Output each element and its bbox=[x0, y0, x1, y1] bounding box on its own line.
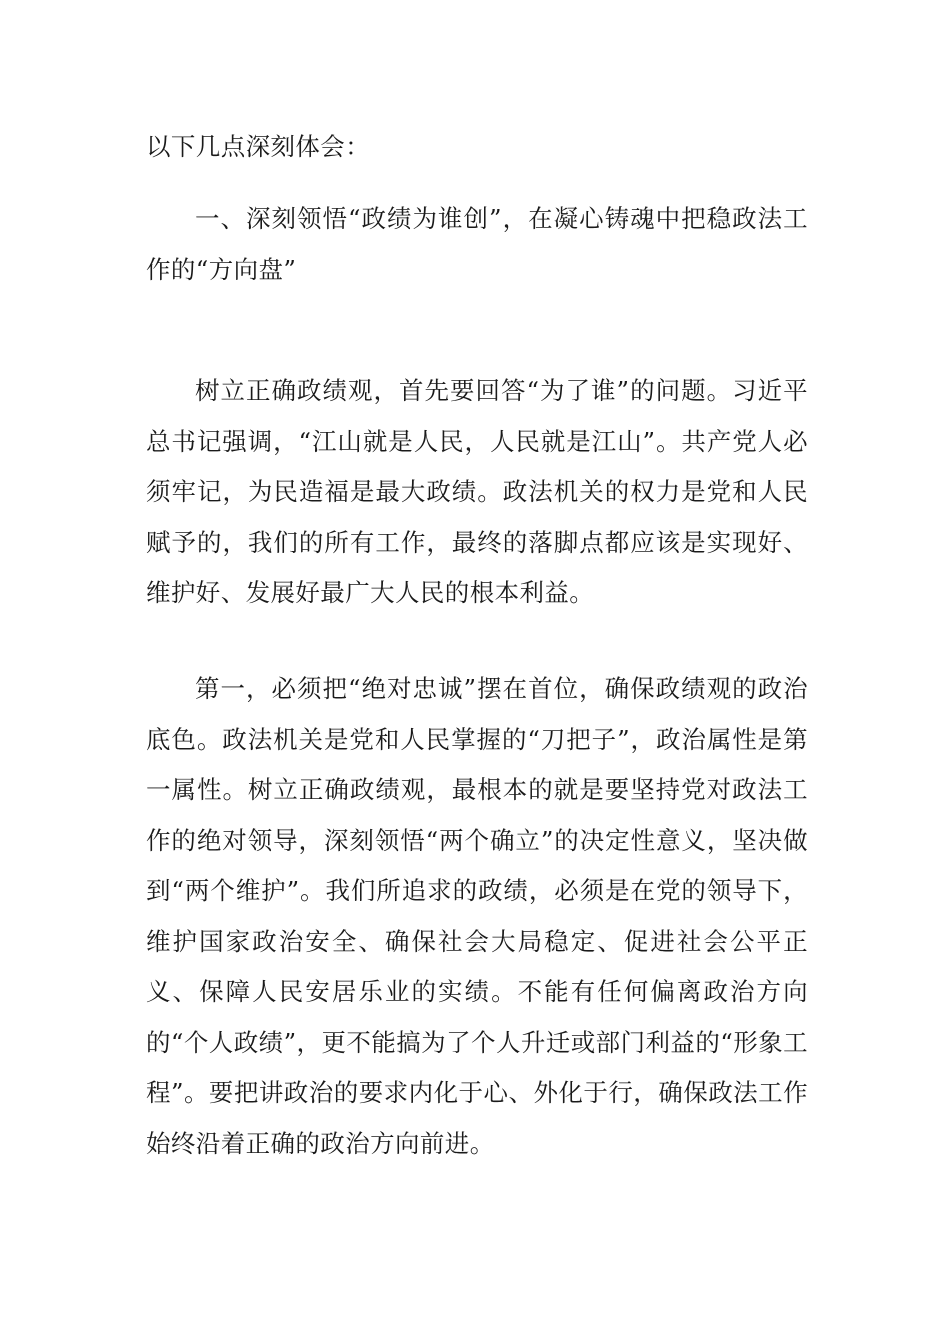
intro-line: 以下几点深刻体会： bbox=[146, 132, 371, 161]
body-paragraph-2: 第一，必须把“绝对忠诚”摆在首位，确保政绩观的政治底色。政法机关是党和人民掌握的“刀把子”，政治属性是第一属性。树立正确政绩观，最根本的就是要坚持党对政法工作的绝对领导，深刻领悟“两个确立”的决定性意义，坚决做到“两个维护”。我们所追求的政绩，必须是在党的领导下，维护国家政治安全、确保社会大局稳定、促进社会公平正义、保障人民安居乐业的实绩。不能有任何偏离政治方向的“个人政绩”，更不能搞为了个人升迁或部门利益的“形象工程”。要把讲政治的要求内化于心、外化于行，确保政法工作始终沿着正确的政治方向前进。 bbox=[146, 674, 808, 1158]
section-heading-1: 一、深刻领悟“政绩为谁创”，在凝心铸魂中把稳政法工作的“方向盘” bbox=[146, 204, 808, 284]
body-paragraph-1: 树立正确政绩观，首先要回答“为了谁”的问题。习近平总书记强调，“江山就是人民，人民就是江山”。共产党人必须牢记，为民造福是最大政绩。政法机关的权力是党和人民赋予的，我们的所有工作，最终的落脚点都应该是实现好、维护好、发展好最广大人民的根本利益。 bbox=[146, 376, 808, 607]
